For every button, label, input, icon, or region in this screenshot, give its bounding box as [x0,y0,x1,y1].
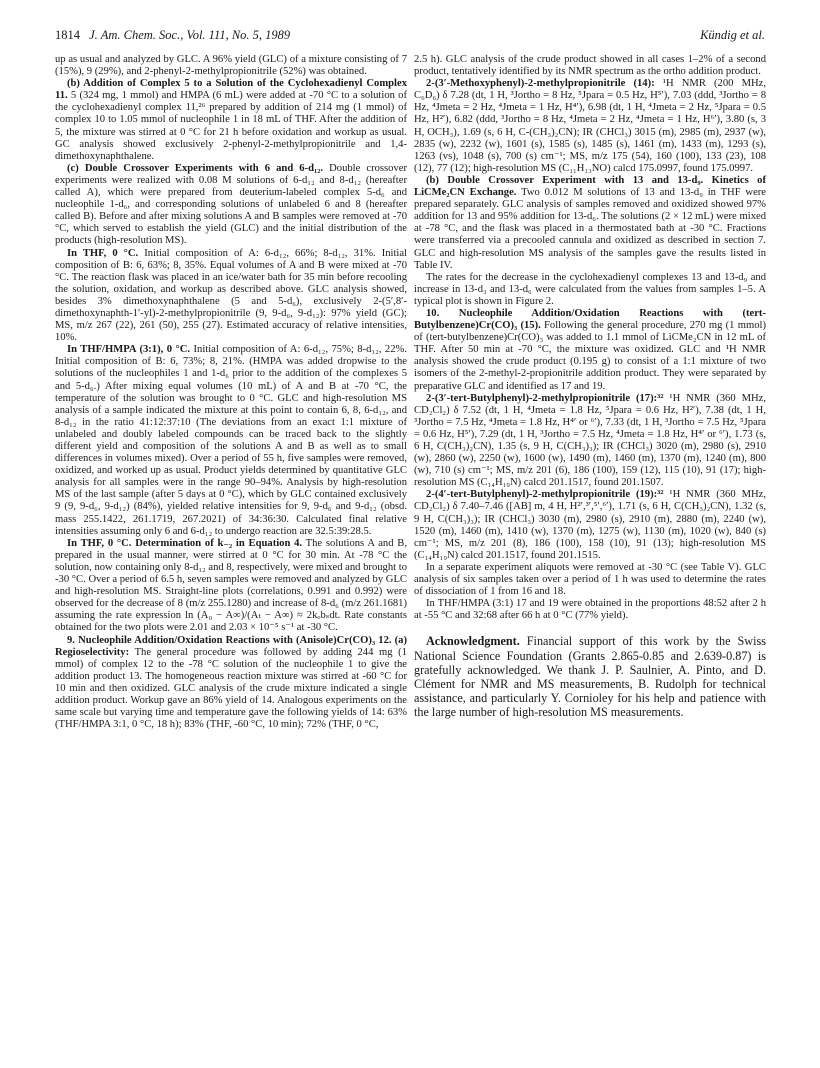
journal-citation: J. Am. Chem. Soc., Vol. 111, No. 5, 1989 [89,28,291,42]
paragraph-text: up as usual and analyzed by GLC. A 96% yield (GLC) of a mixture consisting of 7 (15%), 9 (29%), and 2-phenyl-2-methylpropionitrile (52%) was obtained. [55,54,407,78]
paragraph [414,598,766,622]
paragraph [55,54,407,78]
paragraph [414,393,766,490]
acknowledgment-text: Financial support of this work by the Swiss National Science Foundation (Grants 2.865-0.85 and 2.639-0.87) is gratefully acknowledged. We thank J. P. Saulnier, A. Pinto, and D. Clément for NMR and MS measurements, B. Rudolph for technical assistance, and particularly Y. Cornioley for his help and patience with the large number of high-resolution MS measurements. [414,634,766,720]
paragraph-heading: In THF, 0 °C. Determination of k₋₂ in Equation 4. [67,537,303,549]
paragraph [414,308,766,393]
paragraph [55,163,407,248]
paragraph-text: Two 0.012 M solutions of 13 and 13-d₉ in THF were prepared separately. GLC analysis of samples removed and oxidized showed 97% addition for 13 and 95% addition for 13-d₆. The solutions (2 × 12 mL) were mixed at -78 °C, and the flask was placed in a thermostated bath at -30 °C. Fractions were transferred via a precooled cannula and oxidized as described in section 7. GLC and high-resolution MS analysis of the samples gave the results listed in Table IV. [414,187,767,271]
paragraph-text: Initial composition of A: 6-d₁₂, 66%; 8-d₁₂, 31%. Initial composition of B: 6, 63%; 8, 35%. Equal volumes of A and B were mixed at -70 °C. The reaction flask was placed in an ice/water bath for 35 min before recooling the solution, oxidation, and workup as described above. GLC analysis showed, besides 3% dimethoxynaphthalene (5 and 5-d₆), exclusively 2-(5′,8′-dimethoxynaphth-1′-yl)-2-methylpropionitrile (9, 9-d₆, 9-d₁₂): 97% yield (GC); MS, m/z 267 (22), 261 (50), 255 (27). Estimated accuracy of relative intensities, 10%. [55,247,408,344]
paragraph [414,562,766,598]
paragraph-text: The solutions A and B, prepared in the usual manner, were stirred at 0 °C for 30 min. At -78 °C the solution, now containing only 8-d₁₂ and 8, respectively, were mixed and brought to -30 °C. Over a period of 6.5 h, seven samples were removed and analyzed by GLC and high-resolution MS. Straight-line plots (correlations, 0.991 and 0.992) were observed for the decrease of 8 (m/z 255.1280) and increase of 8-d₆ (m/z 261.1681) assuming the rate expression ln (A₀ − A∞)/(Aₜ − A∞) ≈ 2kₒbₛdt. Rate constants obtained for the two plots were 2.01 and 2.03 × 10⁻⁵ s⁻¹ at -30 °C. [55,537,407,634]
paragraph-text: ¹H NMR (360 MHz, CD₂Cl₂) δ 7.52 (dt, 1 H, ⁴Jmeta = 1.8 Hz, ⁵Jpara = 0.6 Hz, H²′), 7.38 (dt, 1 H, ³Jortho = 7.5 Hz, ⁴Jmeta = 1.8 Hz, H⁴′ or ⁶′), 7.33 (dt, 1 H, ³Jortho = 7.5 Hz, ⁵Jpara = 0.6 Hz, H⁵′), 7.29 (dt, 1 H, ³Jortho = 7.5 Hz, ⁴Jmeta = 1.8 Hz, H⁴′ or ⁶′), 1.73 (s, 6 H, C(CH₃)₂CN), 1.35 (s, 9 H, C(CH₃)₃); IR (CHCl₃) 3020 (m), 2980 (s), 2910 (w), 2860 (w), 2250 (w), 1600 (w), 1490 (m), 1460 (m), 1370 (m), 1240 (m), 800 (w), 710 (s) cm⁻¹; MS, m/z 201 (6), 186 (100), 159 (12), 115 (10), 91 (17); high-resolution MS (C₁₄H₁₉N) calcd 201.1517, found 201.1507. [414,392,766,489]
paragraph [55,538,407,635]
paragraph-text: The rates for the decrease in the cyclohexadienyl complexes 13 and 13-d₉ and increase in 13-d₃ and 13-d₆ were calculated from the values from samples 1–5. A typical plot is shown in Figure 2. [414,271,766,307]
paragraph-text: Following the general procedure, 270 mg (1 mmol) of (tert-butylbenzene)Cr(CO)₃ was added to 1.1 mmol of LiCMe₂CN in 12 mL of THF. After 50 min at -70 °C, the mixture was oxidized. GLC and ¹H NMR analysis showed the crude product (0.195 g) to consist of a 1:1 mixture of two isomers of the 2-methyl-2-propionitrile addition product. They were separated by preparative GLC and identified as 17 and 19. [414,320,766,392]
paragraph [414,175,766,272]
paragraph [414,272,766,308]
acknowledgment [414,634,766,719]
page-number: 1814 [55,28,80,42]
paragraph-heading: 2-(4′-tert-Butylphenyl)-2-methylpropionitrile (19):³² [426,489,664,501]
paragraph-heading: (b) Double Crossover Experiment with 13 and 13-d₉. Kinetics of LiCMe₂CN Exchange. [414,174,766,199]
paragraph-text: Initial composition of A: 6-d₁₂, 75%; 8-d₁₂, 22%. Initial composition of B: 6, 73%; 8, 21%. (HMPA was added dropwise to the solutions of the nucleophiles 1 and 1-d₆ prior to the addition of the complexes 5 and 5-d₆.) After mixing equal volumes (10 mL) of A and B at -70 °C, the temperature of the solution was brought to 0 °C. GLC and high-resolution MS analysis of a sample indicated the mixture at this point to contain 6, 8, 6-d₁₂, and 8-d₁₂ in the ratio 41:12:37:10 (The deviations from an exact 1:1 mixture of unlabeled and doubly labeled compounds can be traced back to the slightly different yield and composition of the solutions A and B as well as to small differences in volumes mixed). Over a period of 55 h, five samples were removed, oxidized, and worked up as usual. Product yields determined by quantitative GLC analysis for all samples were in the range 90–94%. Analysis by high-resolution MS of the last sample (after 5 days at 0 °C), which by GLC contained exclusively 9 (9, 9-d₆, 9-d₁₂) (84%), yielded relative intensities for 9, 9-d₆ and 9-d₁₂ (obsd. mass 255.1422, 261.1719, 267.2021) of 34:36:30. Calculated final relative intensities assuming only 6 and 6-d₁₂ to undergo reaction are 32.5:39:28.5. [55,344,407,537]
running-header [55,28,765,46]
paragraph-text: In THF/HMPA (3:1) 17 and 19 were obtained in the proportions 48:52 after 2 h at -55 °C and 32:68 after 66 h at 0 °C (77% yield). [414,598,766,622]
paragraph-heading: (c) Double Crossover Experiments with 6 and 6-d₁₂. [67,162,324,174]
paragraph [55,344,407,538]
header-authors: Kündig et al. [700,28,765,42]
paragraph-heading: 2-(3′-tert-Butylphenyl)-2-methylpropionitrile (17):³² [426,392,664,404]
left-column [55,54,407,731]
paragraph-text: In a separate experiment aliquots were removed at -30 °C (see Table V). GLC analysis of six samples taken over a period of 1 h was used to determine the rates of dissociation of 1 from 16 and 18. [414,561,766,598]
paragraph-text: ¹H NMR (200 MHz, C₆D₆) δ 7.28 (dt, 1 H, ³Jortho = 8 Hz, ⁵Jpara = 0.5 Hz, H⁵′), 7.03 (ddd, ³Jortho = 8 Hz, ⁴Jmeta = 2 Hz, ⁴Jmeta = 1 Hz, H⁴′), 6.98 (dt, 1 H, ⁴Jmeta = 2 Hz, ⁵Jpara = 0.5 Hz, H²′), 6.82 (ddd, ³Jortho = 8 Hz, ⁴Jmeta = 2 Hz, ⁴Jmeta = 1 Hz, H⁶′), 3.80 (s, 3 H, OCH₃), 1.69 (s, 6 H, C-(CH₃)₂CN); IR (CHCl₃) 3015 (m), 2985 (m), 2937 (w), 2835 (w), 2232 (w), 1601 (s), 1585 (s), 1485 (s), 1461 (m), 1433 (m), 1293 (s), 1263 (vs), 1048 (s), 700 (s) cm⁻¹; MS, m/z 175 (54), 160 (100), 133 (23), 108 (12), 77 (12); high-resolution MS (C₁₁H₁₃NO) calcd 175.0997, found 175.0997. [414,78,766,174]
paragraph-heading: In THF, 0 °C. [67,247,139,259]
header-left [55,28,290,43]
paragraph [414,78,766,175]
paragraph-heading: 9. Nucleophile Addition/Oxidation Reactions with (Anisole)Cr(CO)₃ 12. (a) Regioselectivity: [55,634,407,658]
right-column [414,54,766,720]
paragraph [55,248,407,345]
paragraph-text: 5 (324 mg, 1 mmol) and HMPA (6 mL) were added at -70 °C to a solution of the cyclohexadienyl complex 11,²⁶ prepared by addition of 214 mg (1 mmol) of complex 10 to 1.05 mmol of nucleophile 1 in 18 mL of THF. After the addition of 5, the mixture was stirred at 0 °C for 21 h before oxidation and workup as usual. GC analysis showed exclusively 2-phenyl-2-methylpropionitrile and 1,4-dimethoxynaphthalene. [55,90,407,162]
paragraph [414,54,766,78]
paragraph-heading: In THF/HMPA (3:1), 0 °C. [67,344,191,356]
paragraph [414,489,766,562]
paragraph-heading: 10. Nucleophile Addition/Oxidation Reactions with (tert-Butylbenzene)Cr(CO)₃ (15). [414,307,766,332]
paragraph-heading: (b) Addition of Complex 5 to a Solution of the Cyclohexadienyl Complex 11. [55,78,407,102]
paragraph-text: 2.5 h). GLC analysis of the crude product showed in all cases 1–2% of a second product, tentatively identified by its NMR spectrum as the ortho addition product. [414,54,766,78]
acknowledgment-heading: Acknowledgment. [426,634,520,649]
paragraph [55,78,407,163]
paragraph-text: Double crossover experiments were realized with 0.08 M solutions of 6-d₁₂ and 8-d₁₂ (hereafter called A), which were prepared from deuterium-labeled complex 5-d₆ and nucleophile 1-d₆, and corresponding solutions of unlabeled 6 and 8 (hereafter called B). Before and after mixing solutions A and B samples were removed at -70 °C, which served to establish the yield (GLC) and the initial distribution of the products (high-resolution MS). [55,162,407,247]
paragraph-text: The general procedure was followed by adding 244 mg (1 mmol) of complex 12 to the -78 °C solution of the nucleophile 1 to give the addition product 13. The homogeneous reaction mixture was stirred at -60 °C for 10 min and then oxidized. GLC analysis of the crude mixture indicated a single addition product. Workup gave an 86% yield of 14. Analogous experiments on the same scale but varying time and temperature gave the following yields of 14: 63% (THF/HMPA 3:1, 0 °C, 18 h); 83% (THF, -60 °C, 10 min); 72% (THF, 0 °C, [55,646,407,731]
paragraph-text: ¹H NMR (360 MHz, CD₂Cl₂) δ 7.40–7.46 ([AB] m, 4 H, H²′,³′,⁵′,⁶′), 1.71 (s, 6 H, C(CH₃)₂CN), 1.32 (s, 9 H, C(CH₃)₃); IR (CHCl₃) 3030 (m), 2980 (s), 2910 (m), 2880 (m), 2240 (w), 1520 (m), 1460 (m), 1410 (w), 1370 (m), 1275 (w), 1130 (m), 1020 (w), 840 (s) cm⁻¹; MS, m/z 201 (8), 186 (100), 158 (10), 91 (13); high-resolution MS (C₁₄H₁₉N) calcd 201.1517, found 201.1515. [414,489,766,561]
paragraph-heading: 2-(3′-Methoxyphenyl)-2-methylpropionitrile (14): [426,78,655,90]
paragraph [55,635,407,732]
